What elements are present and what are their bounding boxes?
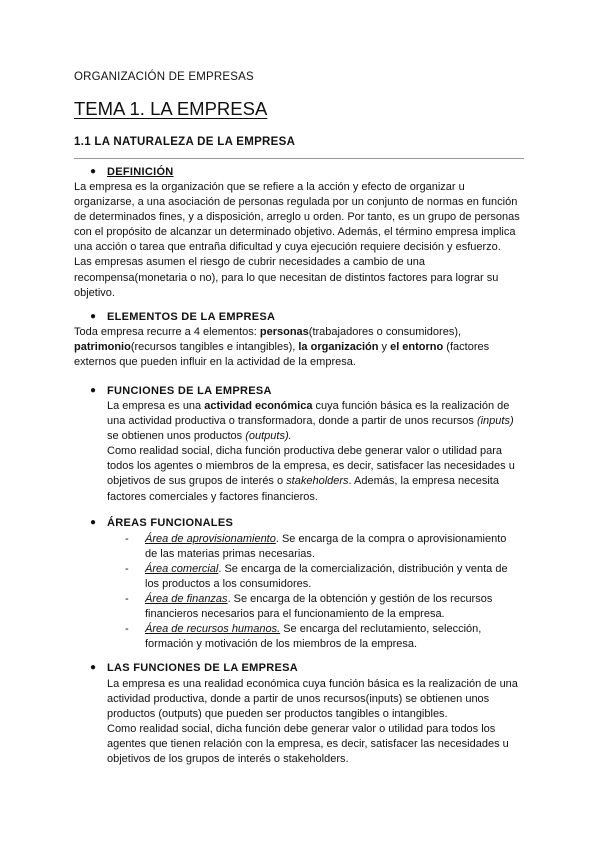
- text-run: una actividad productiva o transformadora, donde a partir de unos recursos: [107, 415, 477, 428]
- text-line: una acción o tarea que entraña dificultad y cuya ejecución requiere decisión y esfuerzo.: [74, 241, 501, 254]
- text-line: La empresa es la organización que se refiere a la acción y efecto de organizar u: [74, 181, 465, 193]
- text-line: [107, 399, 537, 414]
- areas-heading-label: ÁREAS FUNCIONALES: [107, 517, 234, 529]
- text-line: agentes que tienen relación con la empresa, es decir, satisfacer las necesidades u: [107, 738, 509, 751]
- text-line: formación y motivación de los miembros de la empresa.: [145, 638, 418, 651]
- bold-term: el entorno: [390, 341, 444, 354]
- definicion-paragraph: [74, 180, 534, 301]
- text-run: . Además, la empresa necesita: [348, 475, 499, 488]
- bullet-icon: ●: [90, 517, 97, 528]
- course-title: ORGANIZACIÓN DE EMPRESAS: [74, 71, 254, 83]
- text-run: . Se encarga de la comercialización, distribución y venta de: [218, 563, 508, 575]
- dash-icon: -: [125, 623, 129, 635]
- text-line: [145, 622, 481, 637]
- text-line: [145, 562, 508, 577]
- text-run: (trabajadores o consumidores),: [308, 326, 462, 338]
- text-line: objetivo.: [74, 286, 115, 299]
- funciones-heading: [90, 385, 272, 397]
- text-line: Las empresas asumen el riesgo de cubrir necesidades a cambio de una: [74, 256, 425, 269]
- text-line: externos que pueden influir en la actividad de la empresa.: [74, 356, 356, 369]
- elementos-heading-label: ELEMENTOS DE LA EMPRESA: [107, 311, 276, 323]
- bullet-icon: ●: [90, 385, 97, 396]
- dash-icon: -: [125, 563, 129, 575]
- text-line: [107, 474, 537, 489]
- text-line: organizarse, a una asociación de personas regulada por un conjunto de normas en función: [74, 196, 518, 209]
- text-line: Como realidad social, dicha función debe generar valor o utilidad para todos los: [107, 723, 496, 736]
- bold-term: la organización: [298, 341, 379, 354]
- text-line: [107, 414, 537, 429]
- area-item-recursos-humanos: [125, 622, 482, 652]
- elementos-heading: [90, 311, 276, 323]
- text-run: Se encarga del reclutamiento, selección,: [280, 623, 482, 635]
- text-run: (recursos tangibles e intangibles),: [130, 341, 299, 354]
- text-line: factores comerciales y factores financieros.: [107, 490, 318, 503]
- area-title: Área de aprovisionamiento: [145, 533, 276, 545]
- las-funciones-heading: [90, 662, 299, 674]
- text-line: actividad productiva, donde a partir de unos recursos(inputs) se obtienen unos: [107, 693, 490, 706]
- bold-term: patrimonio: [74, 341, 131, 354]
- text-line: [145, 592, 492, 607]
- text-line: [145, 532, 506, 547]
- text-line: [74, 325, 534, 340]
- text-line: todos los agentes o miembros de la empresa, es decir, satisfacer las necesidades u: [107, 460, 515, 473]
- text-line: con el propósito de alcanzar un determinado objetivo. Además, el término empresa implica: [74, 226, 516, 239]
- text-line: [74, 340, 534, 355]
- italic-term: (inputs): [476, 415, 514, 428]
- funciones-heading-label: FUNCIONES DE LA EMPRESA: [107, 385, 272, 397]
- text-line: [107, 429, 537, 444]
- text-line: productos (outputs) que pueden ser productos tangibles o intangibles.: [107, 708, 448, 721]
- text-line: Como realidad social, dicha función productiva debe generar valor o utilidad para: [107, 445, 503, 458]
- text-run: y: [378, 341, 391, 354]
- text-run: cuya función básica es la realización de: [312, 400, 510, 412]
- text-line: objetivos de los grupos de interés o stakeholders.: [107, 753, 349, 766]
- text-line: La empresa es una realidad económica cuya función básica es la realización de una: [107, 678, 518, 690]
- text-run: . Se encarga de la obtención y gestión de los recursos: [227, 593, 493, 605]
- text-line: de determinados fines, y a disposición, arreglo u orden. Por tanto, es un grupo de personas: [74, 211, 520, 224]
- las-funciones-paragraph: [107, 677, 537, 768]
- bold-term: actividad económica: [204, 400, 313, 412]
- dash-icon: -: [125, 533, 129, 545]
- area-title: Área de finanzas: [145, 593, 228, 605]
- bullet-icon: ●: [90, 311, 97, 322]
- area-title: Área comercial: [145, 563, 219, 575]
- definicion-heading: [90, 166, 174, 178]
- page-title: TEMA 1. LA EMPRESA: [74, 98, 268, 119]
- areas-heading: [90, 517, 234, 529]
- text-run: se obtienen unos productos: [107, 430, 246, 443]
- text-line: de las materias primas necesarias.: [145, 548, 315, 561]
- elementos-paragraph: [74, 325, 534, 370]
- definicion-heading-label: DEFINICIÓN: [107, 166, 174, 178]
- area-item-comercial: [125, 562, 508, 592]
- italic-term: stakeholders: [286, 475, 349, 488]
- text-line: recompensa(monetaria o no), para lo que necesitan de distintos factores para lograr su: [74, 271, 499, 284]
- text-run: objetivos de sus grupos de interés o: [107, 475, 287, 488]
- text-line: los productos a los consumidores.: [145, 578, 312, 591]
- area-title: Área de recursos humanos.: [145, 623, 281, 635]
- bold-term: personas: [259, 326, 309, 338]
- text-run: La empresa es una: [107, 400, 205, 412]
- area-item-finanzas: [125, 592, 493, 622]
- area-item-aprovisionamiento: [125, 532, 507, 562]
- text-line: financieros necesarios para el funcionamiento de la empresa.: [145, 608, 445, 621]
- dash-icon: -: [125, 593, 129, 605]
- funciones-paragraph: [107, 399, 537, 505]
- divider-line: [74, 158, 524, 159]
- italic-term: (outputs).: [245, 430, 292, 443]
- bullet-icon: ●: [90, 662, 97, 673]
- section-heading: 1.1 LA NATURALEZA DE LA EMPRESA: [74, 136, 296, 148]
- las-funciones-heading-label: LAS FUNCIONES DE LA EMPRESA: [107, 662, 299, 674]
- bullet-icon: ●: [90, 166, 97, 177]
- text-run: . Se encarga de la compra o aprovisionamiento: [275, 533, 507, 545]
- text-run: Toda empresa recurre a 4 elementos:: [74, 326, 260, 338]
- text-run: (factores: [443, 341, 490, 354]
